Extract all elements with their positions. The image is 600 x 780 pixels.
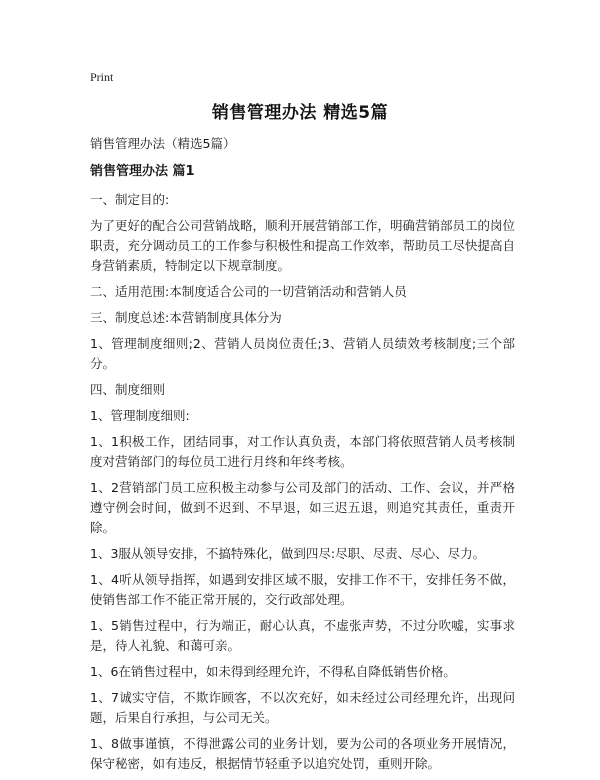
section-heading: 销售管理办法 篇1: [90, 164, 195, 179]
document-subtitle: 销售管理办法（精选5篇）: [90, 136, 236, 151]
paragraph: 1、5销售过程中，行为端正，耐心认真，不虚张声势，不过分吹嘘，实事求是，待人礼貌、和蔼可亲。: [90, 618, 515, 653]
paragraph: 1、2营销部门员工应积极主动参与公司及部门的活动、工作、会议，并严格遵守例会时间，做到不迟到、不早退，如三迟五退，则追究其责任，重责开除。: [90, 480, 515, 535]
paragraph: 1、4听从领导指挥，如遇到安排区域不服，安排工作不干，安排任务不做，使销售部工作不能正常开展的，交行政部处理。: [90, 572, 515, 607]
paragraph: 一、制定目的:: [90, 192, 170, 207]
paragraph: 1、8做事谨慎，不得泄露公司的业务计划，要为公司的各项业务开展情况，保守秘密，如有违反，根据情节轻重予以追究处罚，重则开除。: [90, 736, 515, 771]
paragraph: 为了更好的配合公司营销战略，顺利开展营销部工作，明确营销部员工的岗位职责，充分调动员工的工作参与积极性和提高工作效率，帮助员工尽快提高自身营销素质，特制定以下规章制度。: [90, 218, 516, 273]
print-label: Print: [90, 70, 114, 84]
paragraph: 1、管理制度细则;2、营销人员岗位责任;3、营销人员绩效考核制度;三个部分。: [90, 336, 515, 371]
paragraph: 二、适用范围:本制度适合公司的一切营销活动和营销人员: [90, 284, 407, 299]
paragraph: 1、7诚实守信，不欺诈顾客，不以次充好，如未经过公司经理允许，出现问题，后果自行承担，与公司无关。: [90, 690, 515, 725]
paragraph: 1、管理制度细则:: [90, 408, 190, 423]
page-title: 销售管理办法 精选5篇: [211, 103, 389, 123]
paragraph: 1、6在销售过程中，如未得到经理允许，不得私自降低销售价格。: [90, 664, 456, 679]
paragraph: 四、制度细则: [90, 382, 166, 397]
paragraph: 1、3服从领导安排，不搞特殊化，做到四尽:尽职、尽责、尽心、尽力。: [90, 546, 486, 561]
paragraph: 三、制度总述:本营销制度具体分为: [90, 310, 282, 325]
document-body: [90, 134, 515, 780]
paragraph: 1、1积极工作，团结同事，对工作认真负责，本部门将依照营销人员考核制度对营销部门的每位员工进行月终和年终考核。: [90, 434, 515, 469]
